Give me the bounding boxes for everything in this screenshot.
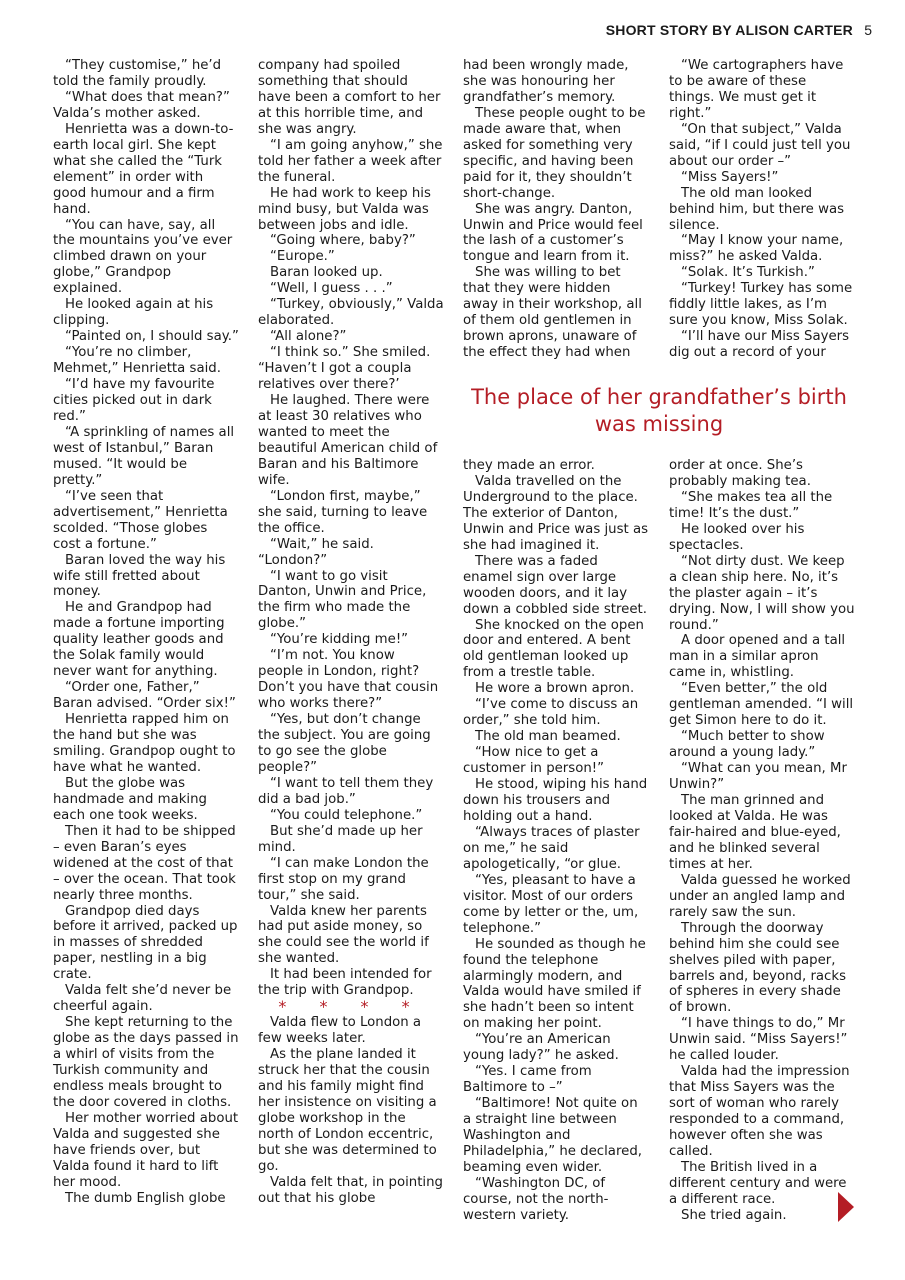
- paragraph: These people ought to be made aware that, when asked for something very specific, and having been paid for it, they shouldn’t short-change.: [463, 105, 646, 201]
- paragraph: “Solak. It’s Turkish.”: [681, 265, 815, 281]
- paragraph: “I have things to do,” Mr Unwin said. “Miss Sayers!” he called louder.: [669, 1016, 848, 1064]
- paragraph: He had work to keep his mind busy, but Valda was between jobs and idle.: [258, 185, 431, 233]
- column-2-after: [258, 1015, 444, 1206]
- paragraph: But she’d made up her mind.: [258, 823, 423, 855]
- paragraph: “London first, maybe,” she said, turning to leave the office.: [258, 488, 428, 536]
- paragraph: “They customise,” he’d told the family proudly.: [53, 58, 222, 89]
- paragraph: “A sprinkling of names all west of Istanbul,” Baran mused. “It would be pretty.”: [53, 424, 235, 488]
- paragraph: “Baltimore! Not quite on a straight line between Washington and Philadelphia,” he declared, beaming even wider.: [463, 1096, 642, 1175]
- paragraph: The old man looked behind him, but there was silence.: [669, 185, 845, 233]
- paragraph: It had been intended for the trip with Grandpop.: [258, 967, 432, 999]
- paragraph: “Yes, pleasant to have a visitor. Most of our orders come by letter or the, um, telephone.”: [463, 872, 639, 936]
- paragraph: “I want to go visit Danton, Unwin and Price, the firm who made the globe.”: [258, 568, 427, 632]
- column-3-bottom: [463, 458, 649, 1224]
- paragraph: “What can you mean, Mr Unwin?”: [669, 761, 847, 793]
- paragraph: Valda felt that, in pointing out that his globe: [258, 1174, 443, 1206]
- paragraph: Valda knew her parents had put aside money, so she could see the world if she wanted.: [258, 903, 429, 967]
- paragraph: “I am going anyhow,” she told her father a week after the funeral.: [258, 137, 443, 185]
- paragraph: “You’re an American young lady?” he asked.: [463, 1032, 619, 1064]
- paragraph: Valda travelled on the Underground to the place. The exterior of Danton, Unwin and Price was just as she had imagined it.: [463, 473, 649, 553]
- paragraph: He stood, wiping his hand down his trousers and holding out a hand.: [463, 777, 648, 824]
- paragraph: “Turkey! Turkey has some fiddly little lakes, as I’m sure you know, Miss Solak.: [669, 281, 853, 329]
- paragraph: “Europe.”: [270, 249, 335, 265]
- section-separator: * * * *: [278, 997, 424, 1017]
- paragraph: Valda had the impression that Miss Sayers was the sort of woman who rarely responded to a command, however often she was called.: [669, 1064, 850, 1159]
- paragraph: “Washington DC, of course, not the north-western variety.: [463, 1175, 609, 1223]
- paragraph: “Miss Sayers!”: [681, 169, 779, 185]
- paragraph: As the plane landed it struck her that the cousin and his family might find her insistence on visiting a globe workshop in the north of London eccentric, but she was determined to go.: [258, 1047, 437, 1174]
- paragraph: “Yes. I came from Baltimore to –”: [463, 1064, 592, 1096]
- paragraph: “How nice to get a customer in person!”: [463, 745, 604, 777]
- column-1: [53, 58, 239, 1207]
- paragraph: Baran loved the way his wife still fretted about money.: [53, 552, 226, 600]
- paragraph: “I’ve seen that advertisement,” Henrietta scolded. “Those globes cost a fortune.”: [53, 488, 228, 552]
- paragraph: The British lived in a different century and were a different race.: [669, 1159, 847, 1207]
- column-2-before: [258, 58, 444, 999]
- paragraph: “Yes, but don’t change the subject. You are going to go see the globe people?”: [258, 712, 431, 775]
- paragraph: “May I know your name, miss?” he asked Valda.: [669, 233, 844, 265]
- paragraph: There was a faded enamel sign over large wooden doors, and it lay down a cobbled side street.: [463, 553, 647, 617]
- paragraph: order at once. She’s probably making tea.: [669, 458, 811, 489]
- paragraph: “She makes tea all the time! It’s the dust.”: [669, 489, 833, 521]
- paragraph: “You could telephone.”: [270, 807, 423, 823]
- paragraph: “I think so.” She smiled. “Haven’t I got a coupla relatives over there?’: [258, 345, 431, 393]
- paragraph: “What does that mean?” Valda’s mother asked.: [53, 89, 230, 121]
- column-4-bottom: [669, 458, 855, 1224]
- paragraph: Grandpop died days before it arrived, packed up in masses of shredded paper, nestling in a big crate.: [53, 903, 238, 983]
- page-number: 5: [864, 22, 872, 38]
- paragraph: “Painted on, I should say.”: [65, 329, 239, 345]
- paragraph: She was angry. Danton, Unwin and Price would feel the lash of a customer’s tongue and learn from it.: [463, 201, 643, 265]
- paragraph: “Well, I guess . . .”: [270, 281, 393, 297]
- paragraph: He sounded as though he found the telephone alarmingly modern, and Valda would have smiled if she hadn’t been so intent on making her point.: [463, 936, 646, 1032]
- paragraph: “We cartographers have to be aware of these things. We must get it right.”: [669, 58, 844, 121]
- paragraph: A door opened and a tall man in a similar apron came in, whistling.: [669, 633, 846, 681]
- paragraph: “Order one, Father,” Baran advised. “Order six!”: [53, 680, 236, 712]
- paragraph: “All alone?”: [270, 329, 347, 345]
- paragraph: Henrietta was a down-to-earth local girl. She kept what she called the “Turk element” in order with good humour and a firm hand.: [53, 121, 234, 217]
- paragraph: “I’ve come to discuss an order,” she told him.: [463, 697, 639, 729]
- running-header: SHORT STORY BY ALISON CARTER: [605, 22, 853, 38]
- paragraph: they made an error.: [463, 458, 595, 473]
- paragraph: Then it had to be shipped – even Baran’s eyes widened at the cost of that – over the ocean. That took nearly three months.: [53, 823, 236, 903]
- paragraph: “On that subject,” Valda said, “if I could just tell you about our order –”: [669, 121, 851, 169]
- paragraph: “I’ll have our Miss Sayers dig out a record of your: [669, 329, 850, 361]
- continue-arrow-icon[interactable]: [838, 1192, 854, 1222]
- paragraph: He laughed. There were at least 30 relatives who wanted to meet the beautiful American child of Baran and his Baltimore wife.: [258, 393, 438, 488]
- paragraph: She knocked on the open door and entered. A bent old gentleman looked up from a trestle table.: [463, 617, 644, 681]
- paragraph: Henrietta rapped him on the hand but she was smiling. Grandpop ought to have what he wanted.: [53, 712, 236, 775]
- column-2: [258, 58, 444, 1207]
- paragraph: “Even better,” the old gentleman amended. “I will get Simon here to do it.: [669, 681, 854, 729]
- paragraph: “I can make London the first stop on my grand tour,” she said.: [258, 855, 429, 903]
- paragraph: She tried again.: [681, 1207, 787, 1223]
- paragraph: “You’re no climber, Mehmet,” Henrietta said.: [53, 345, 221, 377]
- paragraph: “Turkey, obviously,” Valda elaborated.: [258, 297, 444, 329]
- paragraph: Her mother worried about Valda and suggested she have friends over, but Valda found it hard to lift her mood.: [53, 1110, 239, 1190]
- paragraph: He wore a brown apron.: [475, 681, 635, 697]
- paragraph: “I want to tell them they did a bad job.”: [258, 775, 434, 807]
- paragraph: “Going where, baby?”: [270, 233, 416, 249]
- paragraph: Baran looked up.: [270, 265, 383, 281]
- paragraph: “I’d have my favourite cities picked out in dark red.”: [53, 377, 215, 424]
- paragraph: “You can have, say, all the mountains you’ve ever climbed drawn on your globe,” Grandpop explained.: [53, 217, 233, 297]
- paragraph: company had spoiled something that should have been a comfort to her at this horrible time, and she was angry.: [258, 58, 441, 137]
- column-3-top: [463, 58, 649, 361]
- paragraph: But the globe was handmade and making each one took weeks.: [53, 775, 207, 823]
- paragraph: Valda felt she’d never be cheerful again.: [53, 983, 232, 1015]
- paragraph: She kept returning to the globe as the days passed in a whirl of visits from the Turkish community and endless meals brought to the door covered in cloths.: [53, 1015, 239, 1110]
- paragraph: He looked again at his clipping.: [53, 297, 214, 329]
- paragraph: “Wait,” he said. “London?”: [258, 536, 374, 568]
- paragraph: Valda flew to London a few weeks later.: [258, 1015, 422, 1047]
- paragraph: Valda guessed he worked under an angled lamp and rarely saw the sun.: [669, 872, 851, 920]
- column-4-top: [669, 58, 855, 361]
- paragraph: The dumb English globe: [65, 1190, 226, 1206]
- paragraph: “I’m not. You know people in London, right? Don’t you have that cousin who works there?”: [258, 648, 439, 712]
- paragraph: Through the doorway behind him she could see shelves piled with paper, barrels and, beyond, racks of spheres in every shade of brown.: [669, 920, 846, 1016]
- paragraph: The man grinned and looked at Valda. He was fair-haired and blue-eyed, and he blinked several times at her.: [669, 793, 841, 872]
- paragraph: had been wrongly made, she was honouring her grandfather’s memory.: [463, 58, 629, 105]
- paragraph: The old man beamed.: [475, 729, 621, 745]
- paragraph: He and Grandpop had made a fortune importing quality leather goods and the Solak family would never want for anything.: [53, 600, 225, 680]
- paragraph: “Always traces of plaster on me,” he said apologetically, “or glue.: [463, 824, 640, 872]
- paragraph: “You’re kidding me!”: [270, 632, 409, 648]
- paragraph: “Much better to show around a young lady.”: [669, 729, 825, 761]
- paragraph: She was willing to bet that they were hidden away in their workshop, all of them old gentlemen in brown aprons, unaware of the effect they had when: [463, 265, 642, 361]
- pull-quote: The place of her grandfather’s birth was missing: [471, 385, 847, 436]
- paragraph: He looked over his spectacles.: [669, 521, 805, 553]
- paragraph: “Not dirty dust. We keep a clean ship here. No, it’s the plaster again – it’s drying. Now, I will show you round.”: [669, 553, 855, 633]
